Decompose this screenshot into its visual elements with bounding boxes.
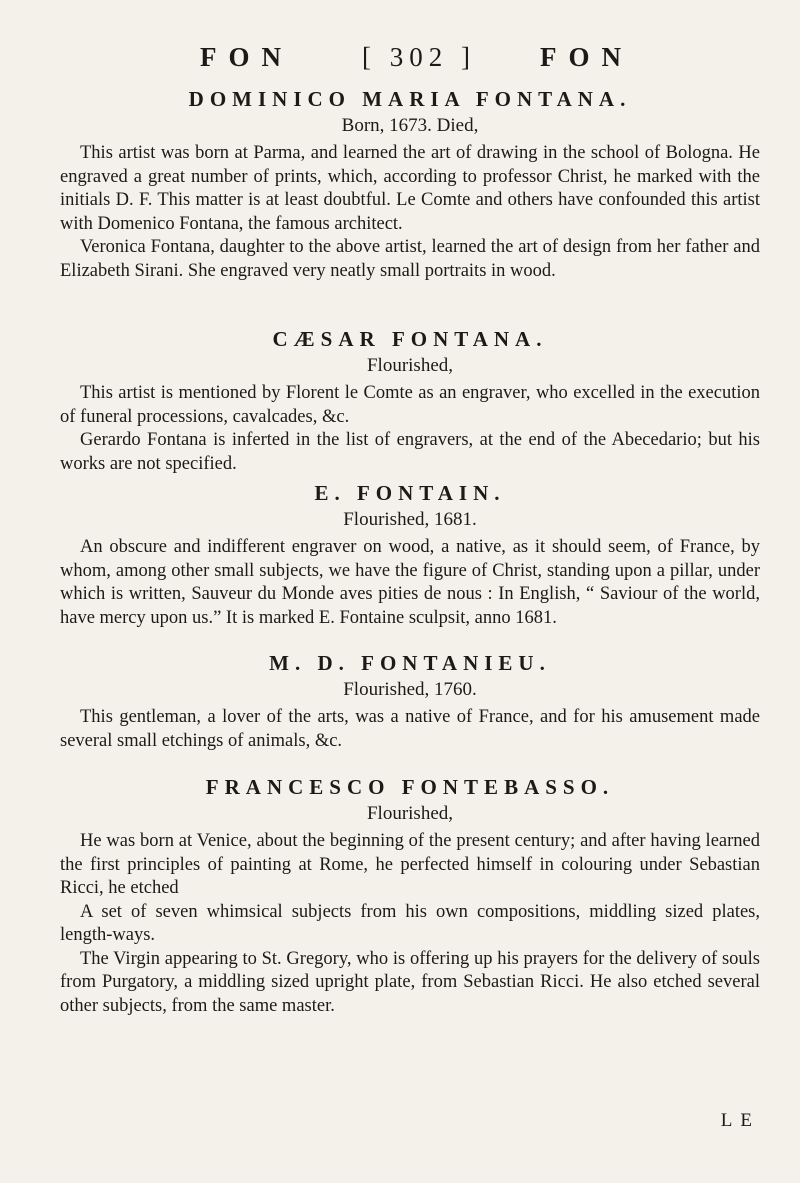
entry-paragraph: The Virgin appearing to St. Gregory, who is offering up his prayers for the delivery of souls from Purgatory, a middling sized upright plate, from Sebastian Ricci. He also etched several other subjects, from the same master. — [60, 948, 760, 1016]
entry-dates: Flourished, — [366, 355, 454, 376]
running-head-left: FON — [200, 42, 293, 72]
page-number: [ 302 ] — [362, 42, 476, 72]
entry-paragraph: Gerardo Fontana is inferted in the list of engravers, at the end of the Abecedario; but his works are not specified. — [60, 430, 760, 474]
running-head-right: FON — [540, 42, 633, 72]
entry-name: M. D. FONTANIEU. — [269, 651, 551, 675]
entry-paragraph: A set of seven whimsical subjects from his own compositions, middling sized plates, length-ways. — [60, 901, 760, 945]
entry-name: E. FONTAIN. — [314, 481, 506, 505]
entry-paragraph: This artist is mentioned by Florent le Comte as an engraver, who excelled in the execution of funeral processions, cavalcades, &c. — [60, 383, 760, 427]
running-head — [0, 42, 800, 76]
entry-paragraph: An obscure and indifferent engraver on wood, a native, as it should seem, of France, by whom, among other small subjects, we have the figure of Christ, standing upon a pillar, under which is written, Sauveur du Monde aves pities de nous : In English, “ Saviour of the world, have mercy upon us.” It is marked E. Fontaine sculpsit, anno 1681. — [60, 537, 760, 628]
entry-dominico-fontana — [60, 86, 760, 283]
entry-paragraph: This artist was born at Parma, and learned the art of drawing in the school of Bologna. He engraved a great number of prints, which, according to professor Christ, he marked with the initials D. F. This matter is at least doubtful. Le Comte and others have confounded this artist with Domenico Fontana, the famous architect. — [60, 143, 760, 234]
entry-dates: Flourished, 1760. — [343, 679, 477, 700]
catchword: LE — [720, 1110, 760, 1131]
entry-caesar-fontana — [60, 326, 760, 476]
entry-paragraph: He was born at Venice, about the beginning of the present century; and after having learned the first principles of painting at Rome, he perfected himself in colouring under Sebastian Ricci, he etched — [60, 831, 760, 898]
entry-fontebasso — [60, 774, 760, 1018]
entry-paragraph: Veronica Fontana, daughter to the above artist, learned the art of design from her father and Elizabeth Sirani. She engraved very neatly small portraits in wood. — [60, 237, 760, 281]
entry-name: CÆSAR FONTANA. — [272, 327, 548, 351]
entry-name: DOMINICO MARIA FONTANA. — [188, 87, 632, 111]
entry-fontanieu — [60, 650, 760, 753]
entry-dates: Flourished, 1681. — [343, 509, 477, 530]
entry-name: FRANCESCO FONTEBASSO. — [205, 775, 615, 799]
entry-paragraph: This gentleman, a lover of the arts, was a native of France, and for his amusement made several small etchings of animals, &c. — [60, 707, 760, 751]
entry-e-fontain — [60, 480, 760, 630]
entry-dates: Born, 1673. Died, — [341, 115, 479, 136]
entry-dates: Flourished, — [366, 803, 454, 824]
